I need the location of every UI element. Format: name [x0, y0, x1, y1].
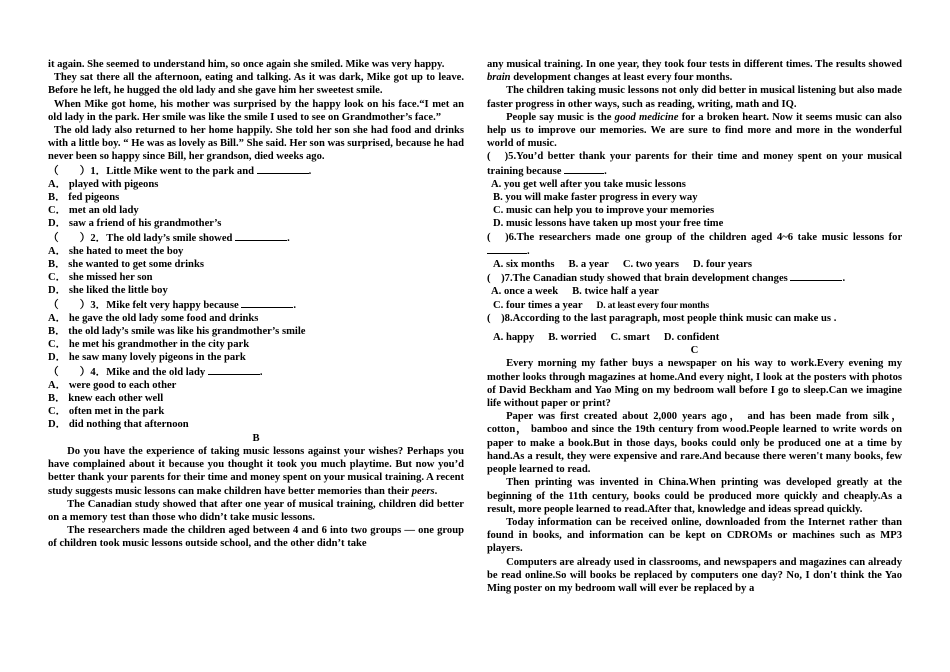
option-a[interactable]: A． were good to each other [48, 379, 177, 391]
option-a[interactable]: A. you get well after you take music lessons [491, 178, 686, 190]
option-b[interactable]: B． she wanted to get some drinks [48, 259, 204, 271]
answer-paren[interactable]: （ ）1． [48, 165, 107, 177]
answer-blank [257, 164, 309, 174]
options-row [487, 258, 902, 271]
answer-paren[interactable]: ( )7. [487, 273, 513, 285]
option-c[interactable]: C. smart [610, 332, 650, 344]
option-b[interactable]: B. twice half a year [572, 286, 659, 298]
question-stem: Little Mike went to the park and [106, 165, 254, 177]
answer-paren[interactable]: ( )8. [487, 312, 513, 324]
question-stem: Mike felt very happy because [106, 299, 239, 311]
answer-blank [235, 231, 287, 241]
question-6: ( )6.The researchers made one group of the children aged 4~6 take music lessons for . [487, 231, 902, 257]
option-b[interactable]: B． fed pigeons [48, 192, 120, 204]
option-b[interactable]: B． knew each other well [48, 393, 164, 405]
passage-c-paragraph: Then printing was invented in China.When printing was developed greatly at the beginning of the 11th century, books could be produced more quickly and cheaply.As a result, more people learned to read.After that, knowledge and ideas spread quickly. [487, 477, 902, 515]
option-a[interactable]: A. happy [493, 332, 535, 344]
option-d[interactable]: D. music lessons have taken up most your free time [493, 218, 724, 230]
option-d[interactable]: D． she liked the little boy [48, 285, 168, 297]
question-1: （ ）1．Little Mike went to the park and . [48, 165, 312, 177]
option-d[interactable]: D． saw a friend of his grandmother’s [48, 218, 222, 230]
left-column [48, 58, 464, 551]
question-stem: The Canadian study showed that brain development changes [512, 273, 788, 285]
option-b[interactable]: B. a year [568, 259, 609, 271]
option-c[interactable]: C. music can help you to improve your memories [493, 205, 715, 217]
option-b[interactable]: B. you will make faster progress in every way [493, 192, 698, 204]
passage-c-paragraph: Every morning my father buys a newspaper on his way to work.Every evening my mother looks through magazines at home.And every night, I look at the posters with photos of David Beckham and Yao Ming on my bedroom wall before I go to sleep.Can we imagine life without paper or print? [487, 358, 902, 410]
option-c[interactable]: C． he met his grandmother in the city park [48, 339, 250, 351]
option-c[interactable]: C. two years [622, 259, 680, 271]
passage-b-paragraph: People say music is the good medicine for a broken heart. Now it seems music can also help us to improve our memories. We are sure to find more and more in the wonderful world of music. [487, 111, 902, 150]
option-d[interactable]: D． he saw many lovely pigeons in the park [48, 352, 246, 364]
right-column [487, 58, 902, 595]
option-c[interactable]: C. four times a year [493, 299, 583, 311]
answer-blank [487, 244, 527, 254]
question-stem: You’d better thank your parents for their time and money spent on your musical training because [487, 151, 902, 177]
option-d[interactable]: D. at least every four months [596, 299, 709, 311]
passage-a-paragraph: They sat there all the afternoon, eating and talking. As it was dark, Mike got up to leave. Before he left, he hugged the old lady and she gave him her sweetest smile. [48, 72, 464, 97]
question-stem: The researchers made one group of the children aged 4~6 take music lessons for [516, 231, 902, 243]
options-row [487, 331, 902, 344]
option-a[interactable]: A. once a week [491, 286, 559, 298]
answer-blank [208, 365, 260, 375]
question-2: （ ）2．The old lady’s smile showed . [48, 232, 290, 244]
option-b[interactable]: B. worried [548, 332, 597, 344]
passage-b-paragraph: any musical training. In one year, they took four tests in different times. The results showed brain development changes at least every four months. [487, 59, 902, 84]
question-stem: The old lady’s smile showed [106, 232, 233, 244]
passage-b-paragraph: The children taking music lessons not only did better in musical listening but also made faster progress in other ways, such as reading, writing, math and IQ. [487, 85, 902, 110]
option-d[interactable]: D. four years [693, 259, 752, 271]
options-row [487, 285, 902, 298]
section-heading-b: B [252, 432, 260, 444]
question-5: ( )5.You’d better thank your parents for their time and money spent on your musical training because . [487, 151, 902, 177]
answer-paren[interactable]: （ ）2． [48, 232, 107, 244]
option-c[interactable]: C． met an old lady [48, 205, 139, 217]
passage-a-paragraph: it again. She seemed to understand him, so once again she smiled. Mike was very happy. [48, 59, 445, 70]
answer-blank [241, 298, 293, 308]
passage-a-paragraph: The old lady also returned to her home happily. She told her son she had food and drinks with a little boy. “ He was as lovely as Bill.” She said. Her son was surprised, because he had never been so happy since Bill, her grandson, died weeks ago. [48, 125, 464, 163]
answer-blank [790, 271, 842, 281]
option-d[interactable]: D． did nothing that afternoon [48, 419, 189, 431]
option-a[interactable]: A． he gave the old lady some food and drinks [48, 312, 259, 324]
option-c[interactable]: C． often met in the park [48, 406, 165, 418]
question-7: ( )7.The Canadian study showed that brain development changes . [487, 273, 846, 285]
question-8: ( )8.According to the last paragraph, most people think music can make us . [487, 312, 837, 324]
passage-a-paragraph: When Mike got home, his mother was surprised by the happy look on his face.“I met an old lady in the park. Her smile was like the smile I used to see on Grandmother’s face.” [48, 98, 464, 123]
option-d[interactable]: D. confident [663, 332, 720, 344]
passage-c-paragraph: Paper was first created about 2,000 years ago， and has been made from silk， cotton， bamboo and since the 19th century from wood.People learned to write words on paper to make a book.But in those days, books could only be produced one at a time by hand.As a result, they were expensive and rare.And because there weren't many books, few people learned to read. [487, 411, 902, 476]
question-4: （ ）4．Mike and the old lady . [48, 366, 263, 378]
passage-b-paragraph: The Canadian study showed that after one year of musical training, children did better on a memory test than those who didn’t take music lessons. [48, 498, 464, 523]
answer-paren[interactable]: ( )5. [487, 151, 517, 163]
option-c[interactable]: C． she missed her son [48, 272, 153, 284]
answer-blank [564, 164, 604, 174]
option-b[interactable]: B． the old lady’s smile was like his grandmother’s smile [48, 326, 306, 338]
passage-c-paragraph: Computers are already used in classrooms, and newspapers and magazines can already be read online.So will books be replaced by computers one day? No, I don't think the Yao Ming poster on my bedroom wall will ever be replaced by a [487, 556, 902, 594]
question-stem: Mike and the old lady [106, 366, 206, 378]
section-heading-c: C [690, 345, 699, 357]
options-row [487, 299, 902, 312]
option-a[interactable]: A． she hated to meet the boy [48, 245, 184, 257]
answer-paren[interactable]: （ ）4． [48, 366, 107, 378]
option-a[interactable]: A. six months [493, 259, 555, 271]
passage-b-paragraph: The researchers made the children aged between 4 and 6 into two groups — one group of children took music lessons outside school, and the other didn’t take [48, 525, 464, 550]
question-stem: According to the last paragraph, most people think music can make us [512, 312, 832, 324]
passage-b-paragraph: Do you have the experience of taking music lessons against your wishes? Perhaps you have complained about it because you thought it took you much playtime. But now you’d better thank your parents for their time and money spent on your musical training. A recent study suggests music lessons can make children have better memories than their peers. [48, 445, 464, 497]
passage-c-paragraph: Today information can be received online, downloaded from the Internet rather than found in books, and information can be kept on CDROMs or machines such as MP3 players. [487, 516, 902, 555]
question-3: （ ）3．Mike felt very happy because . [48, 299, 296, 311]
answer-paren[interactable]: （ ）3． [48, 299, 107, 311]
option-a[interactable]: A． played with pigeons [48, 178, 159, 190]
answer-paren[interactable]: ( )6. [487, 231, 517, 243]
